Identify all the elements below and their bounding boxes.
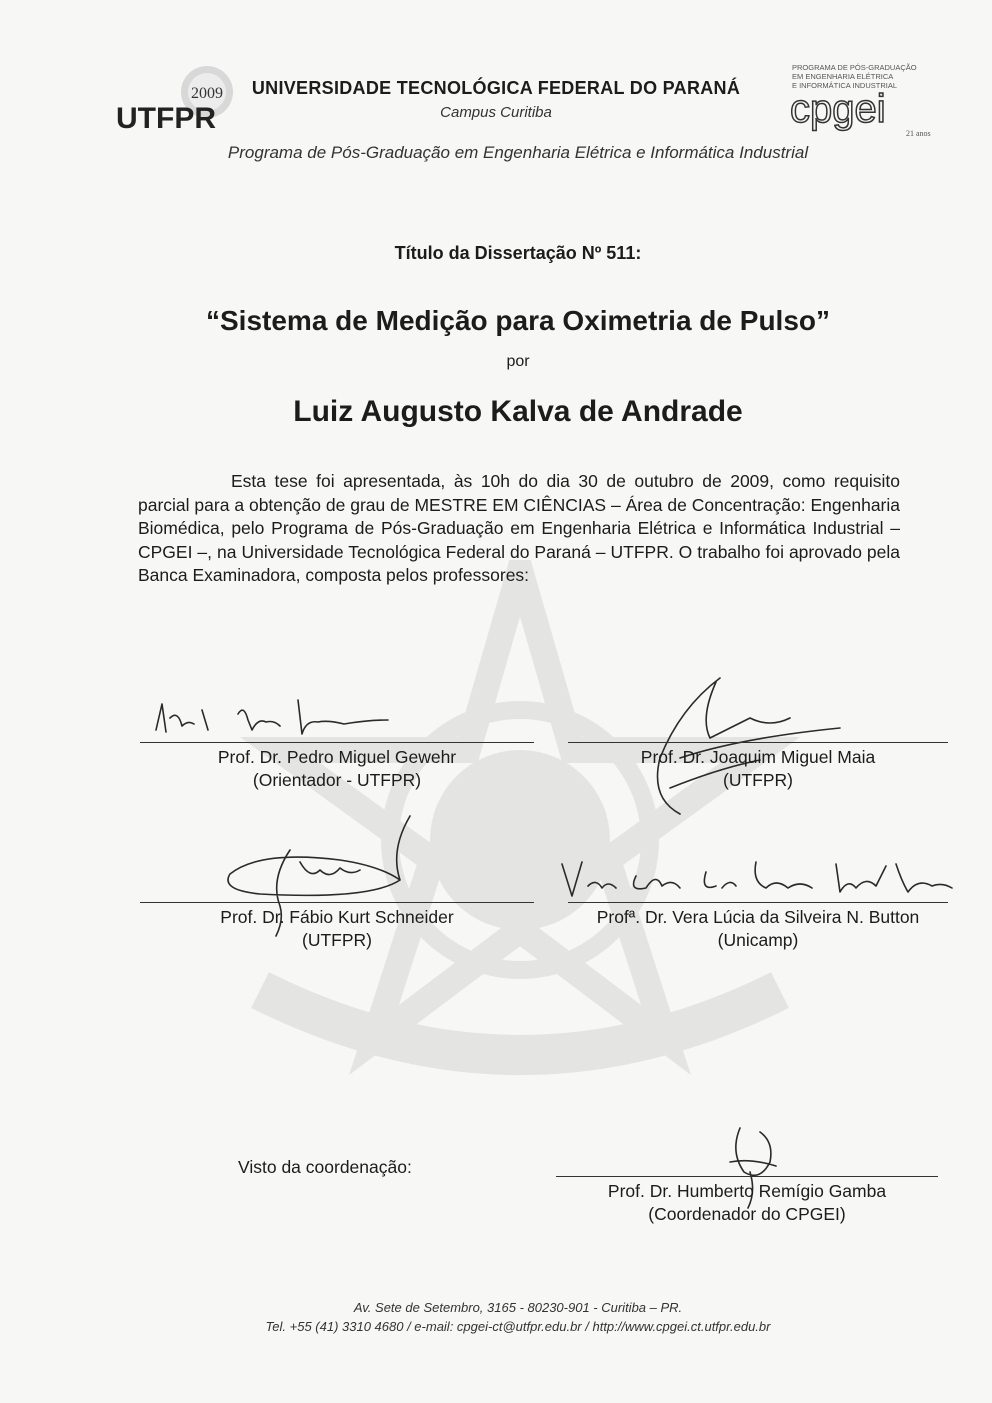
campus-name: Campus Curitiba bbox=[440, 104, 552, 121]
coordinator bbox=[556, 1180, 938, 1226]
logo-year: 2009 bbox=[191, 85, 223, 102]
cpgei-years: 21 anos bbox=[906, 129, 931, 138]
examiner-2 bbox=[568, 746, 948, 792]
examiner-1 bbox=[140, 746, 534, 792]
coordinator-role: (Coordenador do CPGEI) bbox=[648, 1204, 846, 1224]
logo-text: UTFPR bbox=[116, 102, 216, 134]
signature-line-3 bbox=[140, 902, 534, 903]
cpgei-acronym: cpgei bbox=[790, 87, 886, 131]
dissertation-number: Título da Dissertação Nº 511: bbox=[394, 243, 642, 263]
signature-pedro bbox=[148, 690, 428, 750]
examiner-1-role: (Orientador - UTFPR) bbox=[252, 770, 422, 790]
footer-address: Av. Sete de Setembro, 3165 - 80230-901 - Curitiba – PR. bbox=[353, 1300, 683, 1315]
examiner-3-role: (UTFPR) bbox=[302, 930, 372, 950]
signature-joaquim bbox=[640, 668, 860, 818]
examiner-4-name: Profª. Dr. Vera Lúcia da Silveira N. Button bbox=[596, 907, 920, 927]
cpgei-logo-line1: PROGRAMA DE PÓS-GRADUAÇÃO bbox=[792, 63, 917, 72]
examiner-1-name: Prof. Dr. Pedro Miguel Gewehr bbox=[217, 747, 457, 767]
examiner-3 bbox=[140, 906, 534, 952]
examiner-2-role: (UTFPR) bbox=[723, 770, 793, 790]
coordination-signature-line bbox=[556, 1176, 938, 1177]
footer-contact: Tel. +55 (41) 3310 4680 / e-mail: cpgei-ct@utfpr.edu.br / http://www.cpgei.ct.utfpr.edu.br bbox=[265, 1319, 771, 1334]
coordination-label: Visto da coordenação: bbox=[238, 1157, 412, 1177]
cpgei-logo-line2: EM ENGENHARIA ELÉTRICA bbox=[792, 72, 894, 81]
body-paragraph-text: Esta tese foi apresentada, às 10h do dia 30 de outubro de 2009, como requisito parcial para a obtenção de grau de MESTRE EM CIÊNCIAS – Área de Concentração: Engenharia Biomédica, pelo Programa de Pós-Graduação em Engenharia Elétrica e Informática Industrial – CPGEI –, na Universidade Tecnológica Federal do Paraná – UTFPR. O trabalho foi aprovado pela Banca Examinadora, composta pelos professores: bbox=[138, 471, 900, 585]
cpgei-logo-line3: E INFORMÁTICA INDUSTRIAL bbox=[792, 81, 898, 90]
university-name: UNIVERSIDADE TECNOLÓGICA FEDERAL DO PARANÁ bbox=[251, 78, 741, 98]
examiner-2-name: Prof. Dr. Joaquim Miguel Maia bbox=[640, 747, 876, 767]
author-name: Luiz Augusto Kalva de Andrade bbox=[293, 395, 743, 428]
examiner-4-role: (Unicamp) bbox=[717, 930, 799, 950]
examiner-4 bbox=[568, 906, 948, 952]
body-paragraph bbox=[138, 470, 900, 588]
signature-line-2 bbox=[568, 742, 948, 743]
dissertation-title: “Sistema de Medição para Oximetria de Pulso” bbox=[206, 305, 830, 336]
signature-line-1 bbox=[140, 742, 534, 743]
by-label: por bbox=[506, 353, 530, 370]
examiner-3-name: Prof. Dr. Fábio Kurt Schneider bbox=[220, 907, 454, 927]
program-name: Programa de Pós-Graduação em Engenharia Elétrica e Informática Industrial bbox=[227, 143, 809, 162]
coordinator-name: Prof. Dr. Humberto Remígio Gamba bbox=[607, 1181, 887, 1201]
cpgei-logo bbox=[788, 62, 938, 142]
signature-line-4 bbox=[568, 902, 948, 903]
signature-vera bbox=[556, 852, 956, 902]
